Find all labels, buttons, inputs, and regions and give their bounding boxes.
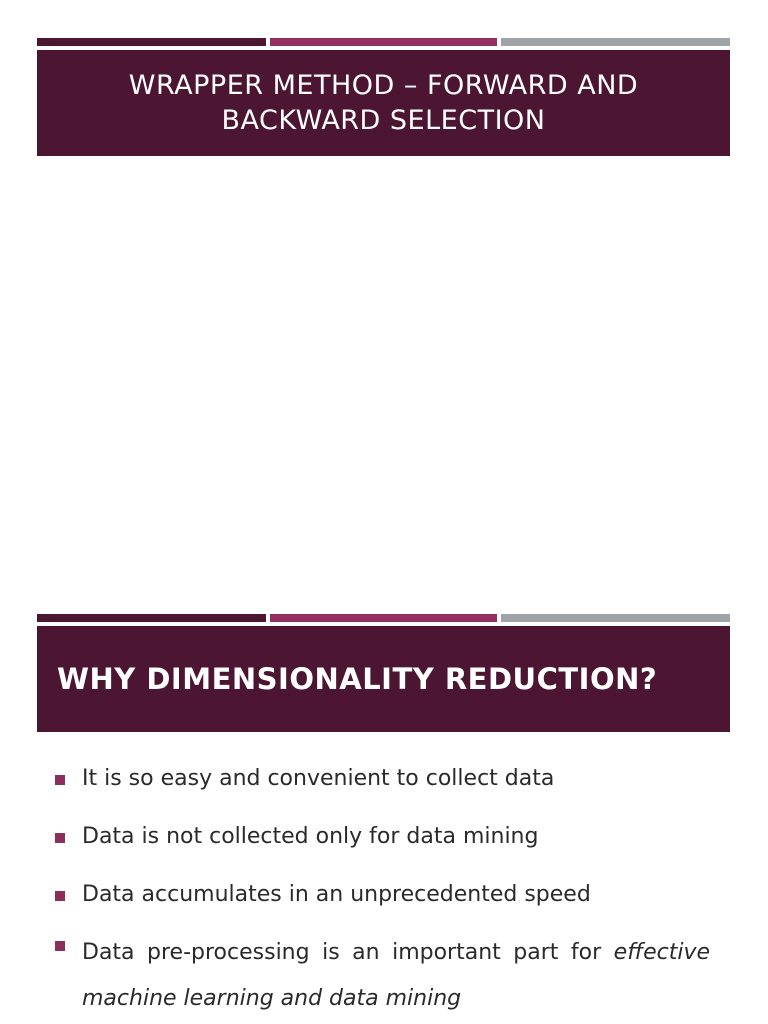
bullet-text-plain: Data pre-processing is an important part for (82, 940, 614, 965)
bullet-list (55, 764, 710, 1022)
bullet-text: It is so easy and convenient to collect data (82, 766, 555, 791)
list-item (55, 822, 710, 852)
list-item (55, 930, 710, 1022)
accent-color-bar (37, 614, 730, 622)
accent-bar-magenta (270, 614, 497, 622)
accent-color-bar (37, 38, 730, 46)
square-bullet-icon (55, 941, 65, 951)
accent-bar-gray (501, 614, 730, 622)
slide-title-line-1: WRAPPER METHOD – FORWARD AND (128, 70, 639, 101)
bullet-text-emphasis: effective machine learning and data mining (82, 940, 710, 1011)
list-item (55, 764, 710, 794)
bullet-text: Data accumulates in an unprecedented speed (82, 882, 591, 907)
slide-why-dimensionality-reduction (0, 576, 768, 1024)
accent-bar-dark (37, 38, 266, 46)
slide-title-box (37, 50, 730, 156)
square-bullet-icon (55, 775, 65, 785)
list-item (55, 880, 710, 910)
bullet-text: Data is not collected only for data mining (82, 824, 539, 849)
square-bullet-icon (55, 891, 65, 901)
square-bullet-icon (55, 833, 65, 843)
accent-bar-gray (501, 38, 730, 46)
bullet-text (82, 930, 710, 1022)
slide-title-box (37, 626, 730, 732)
slide-title-line-2: BACKWARD SELECTION (221, 105, 546, 136)
slide-title: WHY DIMENSIONALITY REDUCTION? (57, 662, 658, 696)
accent-bar-dark (37, 614, 266, 622)
slide-title (129, 68, 638, 138)
accent-bar-magenta (270, 38, 497, 46)
